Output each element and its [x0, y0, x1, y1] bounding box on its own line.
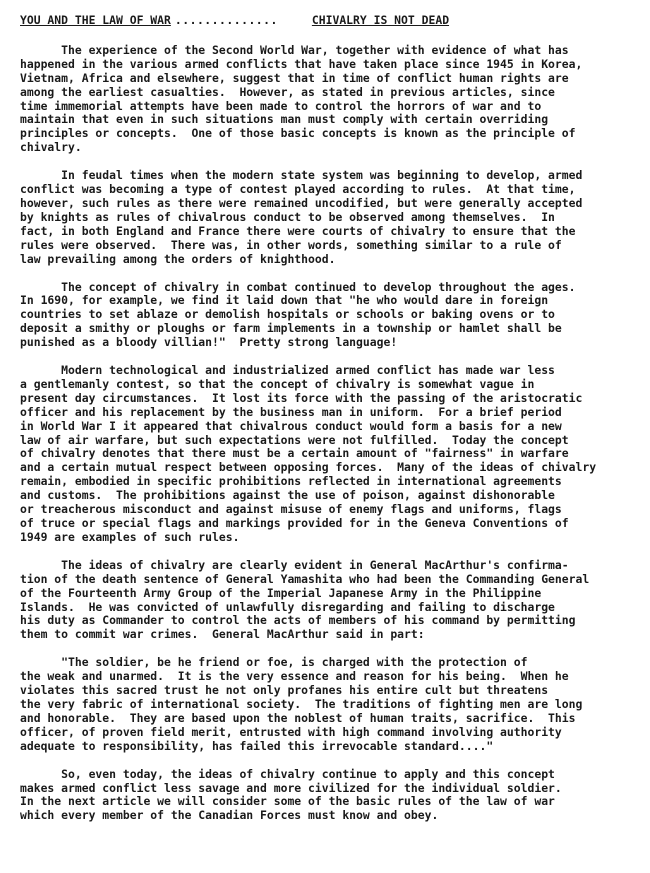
paragraph-intro: The experience of the Second World War, together with evidence of what has happened in the various armed conflicts that have taken place since 1945 in Korea, Vietnam, Africa and elsewhere, suggest that in time of conflict human rights are among the earliest casualties. However, as stated in previous articles, since time immemorial attempts have been made to control the horrors of war and to maintain that even in such situations man must comply with certain overriding principles or concepts. One of those basic concepts is known as the principle of chivalry. [20, 42, 583, 155]
paragraph-modern-conflict: Modern technological and industrialized armed conflict has made war less a gentlemanly contest, so that the concept of chivalry is somewhat vague in present day circumstances. It lost its force with the passing of the aristocratic officer and his replacement by the business man in uniform. For a brief period in World War I it appeared that chivalrous conduct would form a basis for a new law of air warfare, but such expectations were not fulfilled. Today the concept of chivalry denotes that there must be a certain amount of "fairness" in warfare and a certain mutual respect between opposing forces. Many of the ideas of chivalry remain, embodied in specific prohibitions reflected in international agreements and customs. The prohibitions against the use of poison, against dishonorable or treacherous misconduct and against misuse of enemy flags and uniforms, flags of truce or special flags and markings provided for in the Geneva Conventions of 1949 are examples of such rules. [20, 363, 597, 544]
article-body [20, 44, 632, 823]
paragraph-feudal-times: In feudal times when the modern state system was beginning to develop, armed conflict was becoming a type of contest played according to rules. At that time, however, such rules as there were remained uncodified, but were generally accepted by knights as rules of chivalrous conduct to be observed among themselves. In fact, in both England and France there were courts of chivalry to ensure that the rules were observed. There was, in other words, something similar to a rule of law prevailing among the orders of knighthood. [20, 168, 583, 266]
document-page [20, 14, 632, 823]
paragraph-macarthur: The ideas of chivalry are clearly evident in General MacArthur's confirma- tion of the death sentence of General Yamashita who had been the Commanding General of the Fourteenth Army Group of the Imperial Japanese Army in the Philippine Islands. He was convicted of unlawfully disregarding and failing to discharge his duty as Commander to control the acts of members of his command by permitting them to commit war crimes. General MacArthur said in part: [20, 557, 590, 642]
article-title: CHIVALRY IS NOT DEAD [311, 13, 450, 27]
header-leader-dots: .............. [174, 13, 278, 27]
page-header [20, 14, 632, 28]
series-title: YOU AND THE LAW OF WAR [20, 13, 171, 27]
paragraph-quotation: "The soldier, be he friend or foe, is charged with the protection of the weak and unarmed. It is the very essence and reason for his being. When he violates this sacred trust he not only profanes his entire cult but threatens the very fabric of international society. The traditions of fighting men are long and honorable. They are based upon the noblest of human traits, sacrifice. This officer, of proven field merit, entrusted with high command involving authority adequate to responsibility, has failed this irrevocable standard...." [20, 655, 583, 753]
paragraph-1690-example: The concept of chivalry in combat continued to develop throughout the ages. In 1690, for example, we find it laid down that "he who would dare in foreign countries to set ablaze or demolish hospitals or schools or baking ovens or to deposit a smithy or ploughs or farm implements in a township or hamlet shall be punished as a bloody villian!" Pretty strong language! [20, 279, 576, 350]
paragraph-conclusion: So, even today, the ideas of chivalry continue to apply and this concept makes armed conflict less savage and more civilized for the individual soldier. In the next article we will consider some of the basic rules of the law of war which every member of the Canadian Forces must know and obey. [20, 766, 562, 823]
